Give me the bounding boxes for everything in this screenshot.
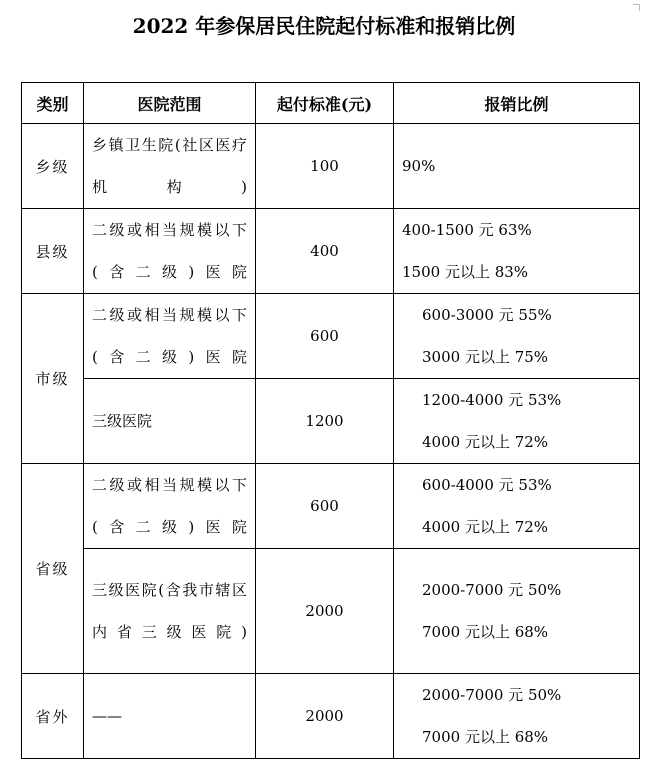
- category-cell: 省外: [22, 674, 84, 759]
- ratio-line: 2000-7000 元 50%: [422, 686, 562, 704]
- table-row: [22, 674, 640, 759]
- threshold-cell: 2000: [256, 674, 394, 759]
- ratio-line: 1200-4000 元 53%: [422, 391, 562, 409]
- ratio-line: 1500 元以上 83%: [402, 263, 529, 281]
- ratio-line: 7000 元以上 68%: [422, 728, 549, 746]
- scope-cell: 二级或相当规模以下(含二级)医院: [84, 464, 256, 549]
- threshold-cell: 100: [256, 124, 394, 209]
- ratio-cell: [394, 124, 640, 209]
- table-row: [22, 549, 640, 674]
- threshold-cell: 2000: [256, 549, 394, 674]
- ratio-cell: [394, 379, 640, 464]
- reimbursement-table: [21, 82, 640, 759]
- scope-cell: 三级医院: [84, 379, 256, 464]
- ratio-cell: [394, 209, 640, 294]
- category-cell: 县级: [22, 209, 84, 294]
- table-row: [22, 379, 640, 464]
- table-row: [22, 209, 640, 294]
- category-cell: 市级: [22, 294, 84, 464]
- category-cell: 乡级: [22, 124, 84, 209]
- threshold-cell: 600: [256, 464, 394, 549]
- threshold-cell: 400: [256, 209, 394, 294]
- header-ratio: 报销比例: [394, 83, 640, 124]
- header-scope: 医院范围: [84, 83, 256, 124]
- page-corner-mark: [633, 4, 640, 11]
- ratio-line: 2000-7000 元 50%: [422, 581, 562, 599]
- ratio-line: 4000 元以上 72%: [422, 518, 549, 536]
- threshold-cell: 600: [256, 294, 394, 379]
- header-category: 类别: [22, 83, 84, 124]
- ratio-line: 7000 元以上 68%: [422, 623, 549, 641]
- scope-cell: 三级医院(含我市辖区内省三级医院): [84, 549, 256, 674]
- category-cell: 省级: [22, 464, 84, 674]
- scope-cell: 二级或相当规模以下(含二级)医院: [84, 209, 256, 294]
- ratio-line: 4000 元以上 72%: [422, 433, 549, 451]
- ratio-cell: [394, 674, 640, 759]
- table-row: [22, 464, 640, 549]
- table-header-row: [22, 83, 640, 124]
- scope-cell: 二级或相当规模以下(含二级)医院: [84, 294, 256, 379]
- ratio-cell: [394, 549, 640, 674]
- ratio-line: 3000 元以上 75%: [422, 348, 549, 366]
- header-threshold: 起付标准(元): [256, 83, 394, 124]
- ratio-line: 600-3000 元 55%: [422, 306, 552, 324]
- document-title: 2022 年参保居民住院起付标准和报销比例: [132, 14, 516, 38]
- ratio-line: 600-4000 元 53%: [422, 476, 552, 494]
- ratio-cell: [394, 464, 640, 549]
- scope-cell: 乡镇卫生院(社区医疗机构): [84, 124, 256, 209]
- scope-cell: ——: [84, 674, 256, 759]
- ratio-cell: [394, 294, 640, 379]
- threshold-cell: 1200: [256, 379, 394, 464]
- table-row: [22, 294, 640, 379]
- ratio-line: 400-1500 元 63%: [402, 221, 532, 239]
- table-row: [22, 124, 640, 209]
- ratio-line: 90%: [402, 157, 436, 175]
